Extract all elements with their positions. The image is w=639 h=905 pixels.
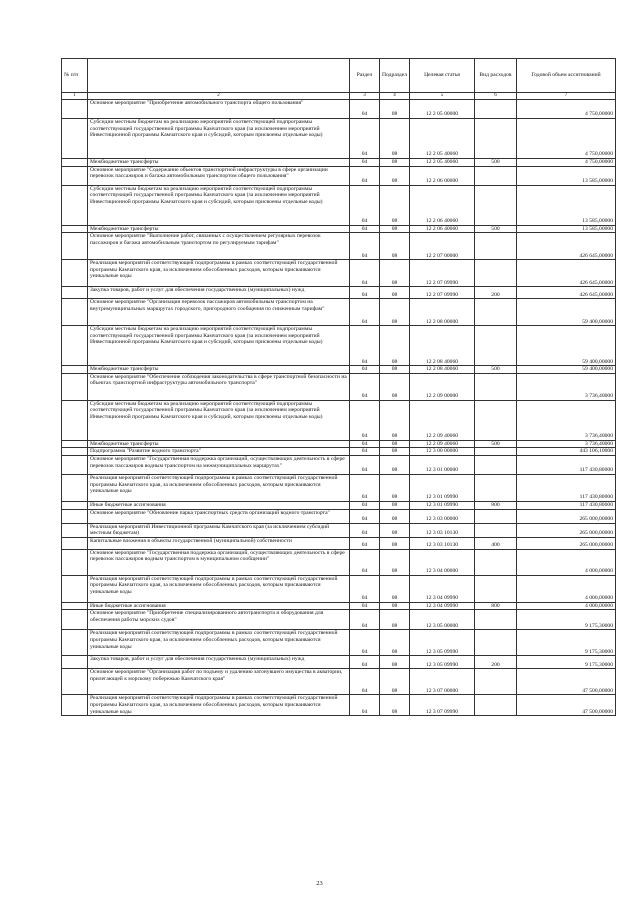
row-name-cell: Реализация мероприятий соответствующей подпрограммы в рамках соответствующей государственной программы Камчатского края, за исключением обособленных расходов, которым присваиваются уникальные коды	[88, 575, 350, 602]
row-name-cell: Реализация мероприятий соответствующей подпрограммы в рамках соответствующей государственной программы Камчатского края, за исключением обособленных расходов, которым присваиваются уникальные коды	[88, 630, 350, 656]
row-podrazdel-cell: 08	[380, 185, 410, 225]
row-podrazdel-cell: 08	[380, 669, 410, 695]
row-podrazdel-cell: 08	[380, 119, 410, 159]
row-razdel-cell: 04	[350, 100, 380, 119]
row-target-article-cell: 12 3 01 09990	[410, 474, 475, 501]
row-name-cell: Основное мероприятие "Государственная поддержка организаций, осуществляющих деятельность в сфере перевозок пассажиров водным транспортом в муниципальном сообщении"	[88, 549, 350, 575]
row-number-cell	[62, 455, 88, 474]
row-expense-type-cell	[475, 509, 517, 523]
row-podrazdel-cell: 08	[380, 159, 410, 167]
row-name-cell: Капитальные вложения в объекты государственной (муниципальной) собственности	[88, 537, 350, 549]
row-podrazdel-cell: 08	[380, 326, 410, 366]
row-amount-cell: 117 430,80000	[517, 455, 616, 474]
row-amount-cell: 9 175,30000	[517, 656, 616, 669]
row-expense-type-cell	[475, 549, 517, 575]
row-podrazdel-cell: 08	[380, 100, 410, 119]
row-target-article-cell: 12 2 05 40060	[410, 159, 475, 167]
row-number-cell	[62, 260, 88, 287]
row-number-cell	[62, 575, 88, 602]
row-amount-cell: 443 106,10000	[517, 448, 616, 456]
row-podrazdel-cell: 08	[380, 523, 410, 537]
row-expense-type-cell	[475, 448, 517, 456]
row-expense-type-cell	[475, 119, 517, 159]
row-name-cell: Основное мероприятие "Обновление парка транспортных средств организаций водного транспорта"	[88, 509, 350, 523]
row-razdel-cell: 04	[350, 287, 380, 299]
row-amount-cell: 3 736,40000	[517, 400, 616, 440]
row-podrazdel-cell: 08	[380, 448, 410, 456]
table-row	[62, 159, 616, 167]
table-body	[62, 100, 616, 716]
row-target-article-cell: 12 3 03 10130	[410, 523, 475, 537]
row-razdel-cell: 04	[350, 455, 380, 474]
row-target-article-cell: 12 3 05 09990	[410, 656, 475, 669]
col-header-target-article: Целевая статья	[410, 59, 475, 93]
table-row	[62, 185, 616, 225]
table-row	[62, 440, 616, 448]
row-razdel-cell: 04	[350, 695, 380, 716]
row-target-article-cell: 12 2 08 40060	[410, 326, 475, 366]
row-number-cell	[62, 326, 88, 366]
row-razdel-cell: 04	[350, 537, 380, 549]
row-expense-type-cell	[475, 669, 517, 695]
row-target-article-cell: 12 3 00 00000	[410, 448, 475, 456]
row-amount-cell: 426 645,00000	[517, 233, 616, 260]
row-razdel-cell: 04	[350, 669, 380, 695]
row-number-cell	[62, 373, 88, 400]
row-expense-type-cell: 800	[475, 501, 517, 509]
row-razdel-cell: 04	[350, 575, 380, 602]
row-expense-type-cell: 500	[475, 225, 517, 233]
row-name-cell: Основное мероприятие "Организация перевозок пассажиров автомобильным транспортом на внутримуниципальных маршрутах городского, пригородного сообщения по сниженным тарифам"	[88, 299, 350, 326]
row-razdel-cell: 04	[350, 373, 380, 400]
table-row	[62, 373, 616, 400]
row-amount-cell: 117 430,80000	[517, 501, 616, 509]
table-row	[62, 260, 616, 287]
row-razdel-cell: 04	[350, 166, 380, 185]
column-number-row	[62, 93, 616, 100]
table-row	[62, 225, 616, 233]
row-number-cell	[62, 656, 88, 669]
row-razdel-cell: 04	[350, 602, 380, 610]
col-number: 2	[88, 93, 350, 100]
row-amount-cell: 4 000,00000	[517, 602, 616, 610]
row-amount-cell: 117 430,80000	[517, 474, 616, 501]
row-name-cell: Основное мероприятие "Приобретение специализированного автотранспорта и оборудования для обеспечения работы морских судов"	[88, 610, 350, 630]
col-number: 1	[62, 93, 88, 100]
row-number-cell	[62, 440, 88, 448]
row-number-cell	[62, 695, 88, 716]
row-razdel-cell: 04	[350, 299, 380, 326]
table-row	[62, 233, 616, 260]
row-amount-cell: 265 000,00000	[517, 537, 616, 549]
row-target-article-cell: 12 3 07 00000	[410, 669, 475, 695]
row-amount-cell: 426 645,00000	[517, 287, 616, 299]
row-podrazdel-cell: 08	[380, 630, 410, 656]
row-amount-cell: 426 645,00000	[517, 260, 616, 287]
row-razdel-cell: 04	[350, 366, 380, 374]
col-number: 6	[475, 93, 517, 100]
row-target-article-cell: 12 2 05 40060	[410, 119, 475, 159]
table-row	[62, 400, 616, 440]
row-podrazdel-cell: 08	[380, 299, 410, 326]
table-row	[62, 166, 616, 185]
table-row	[62, 455, 616, 474]
row-target-article-cell: 12 3 07 09990	[410, 695, 475, 716]
row-number-cell	[62, 185, 88, 225]
row-expense-type-cell	[475, 326, 517, 366]
table-row	[62, 366, 616, 374]
table-row	[62, 537, 616, 549]
row-number-cell	[62, 448, 88, 456]
row-expense-type-cell	[475, 400, 517, 440]
row-target-article-cell: 12 3 03 10130	[410, 537, 475, 549]
table-row	[62, 630, 616, 656]
col-header-expense-type: Вид расходов	[475, 59, 517, 93]
row-podrazdel-cell: 08	[380, 509, 410, 523]
row-target-article-cell: 12 2 06 00000	[410, 166, 475, 185]
row-target-article-cell: 12 2 05 00000	[410, 100, 475, 119]
page-number: 23	[316, 880, 323, 887]
row-target-article-cell: 12 2 06 40060	[410, 185, 475, 225]
row-amount-cell: 13 585,00000	[517, 185, 616, 225]
table-row	[62, 448, 616, 456]
row-target-article-cell: 12 2 09 40060	[410, 440, 475, 448]
row-name-cell: Субсидии местным бюджетам на реализацию мероприятий соответствующей подпрограммы соответствующей государственной программы Камчатского края (за исключением мероприятий Инвестиционной программы Камчатского края и субсидий, которым присвоены отдельные коды)	[88, 185, 350, 225]
table-row	[62, 656, 616, 669]
row-target-article-cell: 12 2 09 40060	[410, 400, 475, 440]
row-expense-type-cell: 200	[475, 656, 517, 669]
table-row	[62, 523, 616, 537]
row-amount-cell: 9 175,30000	[517, 610, 616, 630]
row-number-cell	[62, 233, 88, 260]
row-expense-type-cell	[475, 523, 517, 537]
row-razdel-cell: 04	[350, 400, 380, 440]
col-header-annual-amount: Годовой объем ассигнований	[517, 59, 616, 93]
row-razdel-cell: 04	[350, 474, 380, 501]
row-amount-cell: 265 000,00000	[517, 509, 616, 523]
row-name-cell: Межбюджетные трансферты	[88, 159, 350, 167]
row-razdel-cell: 04	[350, 523, 380, 537]
row-target-article-cell: 12 2 09 00000	[410, 373, 475, 400]
table-row	[62, 326, 616, 366]
row-razdel-cell: 04	[350, 185, 380, 225]
row-number-cell	[62, 630, 88, 656]
row-expense-type-cell	[475, 630, 517, 656]
table-row	[62, 549, 616, 575]
row-podrazdel-cell: 08	[380, 610, 410, 630]
row-podrazdel-cell: 08	[380, 366, 410, 374]
row-name-cell: Основное мероприятие "Организация работ по подъему и удалению затонувшего имущества в акватории, прилегающей к морскому побережью Камчатского края"	[88, 669, 350, 695]
table-row	[62, 100, 616, 119]
table-row	[62, 610, 616, 630]
row-number-cell	[62, 100, 88, 119]
row-name-cell: Основное мероприятие "Приобретение автомобильного транспорта общего пользования"	[88, 100, 350, 119]
row-razdel-cell: 04	[350, 159, 380, 167]
row-expense-type-cell	[475, 185, 517, 225]
table-row	[62, 287, 616, 299]
row-name-cell: Основное мероприятие "Выполнение работ, связанных с осуществлением регулярных перевозок пассажиров и багажа автомобильным транспортом по регулируемым тарифам"	[88, 233, 350, 260]
row-name-cell: Реализация мероприятий соответствующей подпрограммы в рамках соответствующей государственной программы Камчатского края, за исключением обособленных расходов, которым присваиваются уникальные коды	[88, 474, 350, 501]
row-target-article-cell: 12 2 06 40060	[410, 225, 475, 233]
col-number: 5	[410, 93, 475, 100]
row-name-cell: Закупка товаров, работ и услуг для обеспечения государственных (муниципальных) нужд	[88, 656, 350, 669]
row-number-cell	[62, 549, 88, 575]
row-target-article-cell: 12 3 01 00000	[410, 455, 475, 474]
row-podrazdel-cell: 08	[380, 501, 410, 509]
row-number-cell	[62, 509, 88, 523]
row-number-cell	[62, 537, 88, 549]
row-razdel-cell: 04	[350, 630, 380, 656]
row-podrazdel-cell: 08	[380, 287, 410, 299]
row-podrazdel-cell: 08	[380, 260, 410, 287]
row-expense-type-cell	[475, 373, 517, 400]
row-name-cell: Субсидии местным бюджетам на реализацию мероприятий соответствующей подпрограммы соответствующей государственной программы Камчатского края (за исключением мероприятий Инвестиционной программы Камчатского края и субсидий, которым присвоены отдельные коды)	[88, 119, 350, 159]
row-amount-cell: 3 736,40000	[517, 440, 616, 448]
row-name-cell: Основное мероприятие "Содержание объектов транспортной инфраструктуры в сфере организации перевозок пассажиров и багажа автомобильным транспортом общего пользования"	[88, 166, 350, 185]
row-podrazdel-cell: 08	[380, 225, 410, 233]
row-target-article-cell: 12 2 08 00000	[410, 299, 475, 326]
row-number-cell	[62, 474, 88, 501]
row-number-cell	[62, 669, 88, 695]
row-podrazdel-cell: 08	[380, 166, 410, 185]
col-header-razdel: Раздел	[350, 59, 380, 93]
row-razdel-cell: 04	[350, 233, 380, 260]
row-target-article-cell: 12 2 07 09990	[410, 287, 475, 299]
row-expense-type-cell	[475, 474, 517, 501]
row-name-cell: Закупка товаров, работ и услуг для обеспечения государственных (муниципальных) нужд	[88, 287, 350, 299]
row-amount-cell: 59 400,00000	[517, 366, 616, 374]
row-razdel-cell: 04	[350, 610, 380, 630]
row-podrazdel-cell: 08	[380, 455, 410, 474]
row-podrazdel-cell: 08	[380, 695, 410, 716]
row-number-cell	[62, 159, 88, 167]
row-number-cell	[62, 610, 88, 630]
row-amount-cell: 9 175,30000	[517, 630, 616, 656]
row-target-article-cell: 12 3 01 09990	[410, 501, 475, 509]
row-target-article-cell: 12 2 07 09990	[410, 260, 475, 287]
row-podrazdel-cell: 08	[380, 602, 410, 610]
row-razdel-cell: 04	[350, 656, 380, 669]
row-name-cell: Реализация мероприятий соответствующей подпрограммы в рамках соответствующей государственной программы Камчатского края, за исключением обособленных расходов, которым присваиваются уникальные коды	[88, 695, 350, 716]
row-podrazdel-cell: 08	[380, 537, 410, 549]
table-row	[62, 119, 616, 159]
row-name-cell: Реализация мероприятий Инвестиционной программы Камчатского края (за исключением субсидий местным бюджетам)	[88, 523, 350, 537]
row-number-cell	[62, 366, 88, 374]
row-podrazdel-cell: 08	[380, 233, 410, 260]
row-amount-cell: 4 750,00000	[517, 119, 616, 159]
row-amount-cell: 47 500,00000	[517, 669, 616, 695]
row-name-cell: Основное мероприятие "Обеспечение соблюдения законодательства в сфере транспортной безопасности на объектах транспортной инфраструктуры автомобильного транспорта"	[88, 373, 350, 400]
header-row	[62, 59, 616, 93]
row-name-cell: Межбюджетные трансферты	[88, 440, 350, 448]
row-amount-cell: 13 585,00000	[517, 225, 616, 233]
row-target-article-cell: 12 3 03 00000	[410, 509, 475, 523]
row-razdel-cell: 04	[350, 440, 380, 448]
row-name-cell: Подпрограмма "Развитие водного транспорта"	[88, 448, 350, 456]
row-podrazdel-cell: 08	[380, 440, 410, 448]
row-target-article-cell: 12 3 04 09990	[410, 575, 475, 602]
row-target-article-cell: 12 3 05 09990	[410, 630, 475, 656]
row-expense-type-cell	[475, 100, 517, 119]
row-expense-type-cell: 200	[475, 287, 517, 299]
budget-table	[61, 58, 616, 716]
row-number-cell	[62, 400, 88, 440]
table-row	[62, 474, 616, 501]
table-row	[62, 602, 616, 610]
row-podrazdel-cell: 08	[380, 656, 410, 669]
row-number-cell	[62, 299, 88, 326]
row-razdel-cell: 04	[350, 119, 380, 159]
row-number-cell	[62, 119, 88, 159]
row-expense-type-cell	[475, 299, 517, 326]
row-razdel-cell: 04	[350, 326, 380, 366]
table-row	[62, 695, 616, 716]
table-row	[62, 299, 616, 326]
row-expense-type-cell	[475, 166, 517, 185]
row-number-cell	[62, 602, 88, 610]
row-name-cell: Межбюджетные трансферты	[88, 366, 350, 374]
row-number-cell	[62, 501, 88, 509]
row-podrazdel-cell: 08	[380, 575, 410, 602]
table-row	[62, 669, 616, 695]
row-razdel-cell: 04	[350, 260, 380, 287]
row-razdel-cell: 04	[350, 509, 380, 523]
row-expense-type-cell	[475, 455, 517, 474]
row-expense-type-cell: 800	[475, 602, 517, 610]
row-expense-type-cell	[475, 575, 517, 602]
row-amount-cell: 4 000,00000	[517, 549, 616, 575]
row-expense-type-cell: 500	[475, 159, 517, 167]
row-expense-type-cell	[475, 610, 517, 630]
row-number-cell	[62, 225, 88, 233]
row-amount-cell: 265 000,00000	[517, 523, 616, 537]
row-number-cell	[62, 523, 88, 537]
row-expense-type-cell	[475, 233, 517, 260]
row-podrazdel-cell: 08	[380, 373, 410, 400]
row-name-cell: Субсидии местным бюджетам на реализацию мероприятий соответствующей подпрограммы соответствующей государственной программы Камчатского края (за исключением мероприятий Инвестиционной программы Камчатского края и субсидий, которым присвоены отдельные коды)	[88, 326, 350, 366]
row-target-article-cell: 12 2 08 40060	[410, 366, 475, 374]
col-header-podrazdel: Подраздел	[380, 59, 410, 93]
row-target-article-cell: 12 3 04 09990	[410, 602, 475, 610]
row-expense-type-cell	[475, 260, 517, 287]
row-expense-type-cell: 500	[475, 440, 517, 448]
row-target-article-cell: 12 2 07 00000	[410, 233, 475, 260]
row-razdel-cell: 04	[350, 501, 380, 509]
row-razdel-cell: 04	[350, 448, 380, 456]
row-target-article-cell: 12 3 05 00000	[410, 610, 475, 630]
row-podrazdel-cell: 08	[380, 400, 410, 440]
row-amount-cell: 4 750,00000	[517, 159, 616, 167]
table-row	[62, 575, 616, 602]
col-header-number: № п/п	[62, 59, 88, 93]
row-name-cell: Реализация мероприятий соответствующей подпрограммы в рамках соответствующей государственной программы Камчатского края, за исключением обособленных расходов, которым присваиваются уникальные коды	[88, 260, 350, 287]
row-expense-type-cell: 400	[475, 537, 517, 549]
row-amount-cell: 59 400,00000	[517, 299, 616, 326]
row-podrazdel-cell: 08	[380, 549, 410, 575]
col-header-name	[88, 59, 350, 93]
row-name-cell: Иные бюджетные ассигнования	[88, 602, 350, 610]
row-amount-cell: 59 400,00000	[517, 326, 616, 366]
col-number: 7	[517, 93, 616, 100]
row-target-article-cell: 12 3 04 00000	[410, 549, 475, 575]
row-name-cell: Межбюджетные трансферты	[88, 225, 350, 233]
row-amount-cell: 4 750,00000	[517, 100, 616, 119]
row-razdel-cell: 04	[350, 225, 380, 233]
col-number: 3	[350, 93, 380, 100]
row-podrazdel-cell: 08	[380, 474, 410, 501]
row-name-cell: Субсидии местным бюджетам на реализацию мероприятий соответствующей подпрограммы соответствующей государственной программы Камчатского края (за исключением мероприятий Инвестиционной программы Камчатского края и субсидий, которым присвоены отдельные коды)	[88, 400, 350, 440]
row-amount-cell: 13 585,00000	[517, 166, 616, 185]
row-amount-cell: 47 500,00000	[517, 695, 616, 716]
row-name-cell: Основное мероприятие "Государственная поддержка организаций, осуществляющих деятельность в сфере перевозок пассажиров водным транспортом на межмуниципальных маршрутах"	[88, 455, 350, 474]
table-row	[62, 501, 616, 509]
row-expense-type-cell: 500	[475, 366, 517, 374]
col-number: 4	[380, 93, 410, 100]
table-row	[62, 509, 616, 523]
row-name-cell: Иные бюджетные ассигнования	[88, 501, 350, 509]
row-amount-cell: 4 000,00000	[517, 575, 616, 602]
row-amount-cell: 3 736,40000	[517, 373, 616, 400]
row-number-cell	[62, 166, 88, 185]
row-number-cell	[62, 287, 88, 299]
row-razdel-cell: 04	[350, 549, 380, 575]
row-expense-type-cell	[475, 695, 517, 716]
